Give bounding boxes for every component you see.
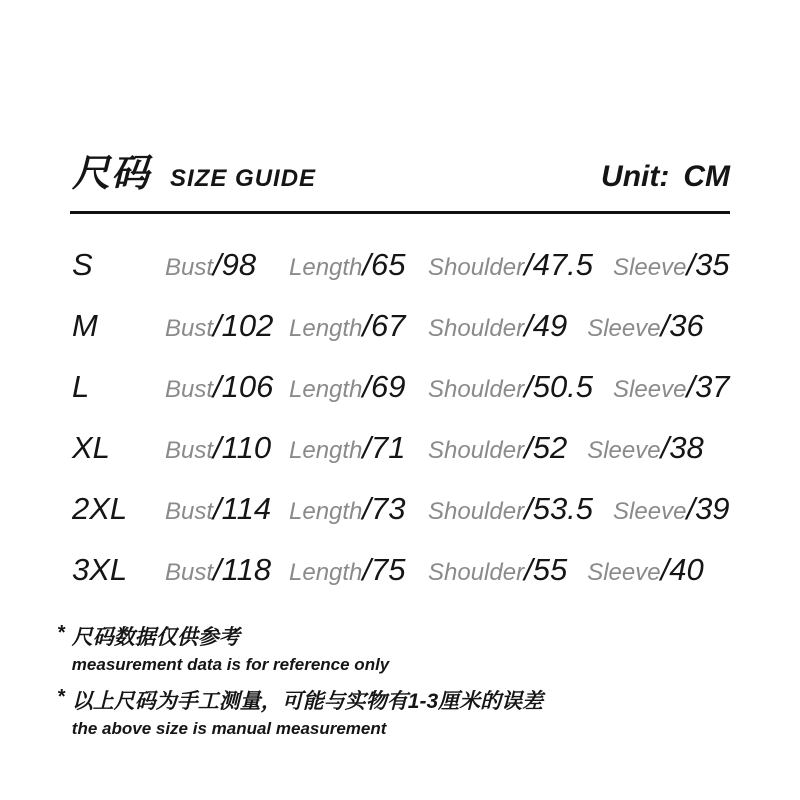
bust-cell: [165, 247, 289, 283]
sleeve-value: 38: [669, 430, 704, 465]
bust-cell: [165, 369, 289, 405]
separator: /: [524, 369, 533, 404]
bust-value: 102: [221, 308, 274, 343]
footnote-chinese: 以上尺码为手工测量，可能与实物有1-3厘米的误差: [71, 690, 544, 713]
sleeve-cell: [587, 430, 704, 466]
sleeve-value: 35: [695, 247, 730, 282]
length-column-label: Length: [289, 437, 363, 464]
table-row: [72, 369, 730, 430]
footnote-item: [57, 624, 543, 676]
bust-value: 106: [221, 369, 274, 404]
shoulder-value: 50.5: [532, 369, 594, 404]
size-label: 3XL: [72, 552, 128, 587]
table-row: [72, 308, 730, 369]
length-column-label: Length: [289, 376, 363, 403]
bust-cell: [165, 491, 289, 527]
length-cell: [289, 491, 428, 527]
separator: /: [213, 491, 222, 526]
sleeve-column-label: Sleeve: [587, 437, 661, 464]
length-column-label: Length: [289, 559, 363, 586]
asterisk-icon: *: [57, 686, 65, 708]
shoulder-column-label: Shoulder: [428, 498, 525, 525]
separator: /: [686, 491, 696, 526]
sleeve-value: 40: [669, 552, 704, 587]
sleeve-column-label: Sleeve: [613, 376, 687, 403]
shoulder-cell: [428, 247, 593, 283]
bust-column-label: Bust: [165, 254, 214, 281]
separator: /: [362, 369, 372, 404]
length-cell: [289, 552, 428, 588]
bust-column-label: Bust: [165, 315, 214, 342]
length-value: 65: [371, 247, 406, 282]
sleeve-cell: [587, 552, 704, 588]
shoulder-column-label: Shoulder: [428, 315, 525, 342]
sleeve-value: 37: [695, 369, 730, 404]
sleeve-value: 36: [669, 308, 704, 343]
footnote-english: the above size is manual measurement: [71, 719, 387, 738]
shoulder-value: 52: [532, 430, 568, 465]
table-row: [72, 552, 730, 613]
shoulder-value: 47.5: [532, 247, 594, 282]
header: [72, 142, 730, 197]
size-label: M: [72, 308, 98, 343]
sleeve-cell: [613, 369, 730, 405]
unit-label: Unit:: [601, 160, 670, 193]
size-label: L: [72, 369, 90, 404]
unit-value: CM: [683, 160, 730, 193]
separator: /: [362, 430, 372, 465]
shoulder-column-label: Shoulder: [428, 437, 525, 464]
bust-cell: [165, 552, 289, 588]
shoulder-value: 49: [532, 308, 568, 343]
shoulder-column-label: Shoulder: [428, 254, 525, 281]
separator: /: [524, 491, 533, 526]
bust-value: 118: [221, 552, 272, 587]
footnote-text: [72, 688, 543, 740]
footnote-item: [57, 688, 543, 740]
footnotes: [57, 624, 543, 752]
length-column-label: Length: [289, 254, 363, 281]
size-label: 2XL: [72, 491, 128, 526]
bust-cell: [165, 308, 289, 344]
separator: /: [686, 369, 696, 404]
separator: /: [213, 552, 222, 587]
bust-column-label: Bust: [165, 437, 214, 464]
separator: /: [362, 247, 372, 282]
shoulder-cell: [428, 430, 567, 466]
bust-value: 110: [221, 430, 272, 465]
separator: /: [213, 308, 222, 343]
shoulder-value: 55: [532, 552, 568, 587]
length-value: 71: [371, 430, 406, 465]
separator: /: [213, 430, 222, 465]
unit-indicator: [601, 160, 730, 194]
sleeve-column-label: Sleeve: [587, 315, 661, 342]
separator: /: [686, 247, 696, 282]
shoulder-cell: [428, 552, 567, 588]
sleeve-cell: [613, 491, 730, 527]
bust-cell: [165, 430, 289, 466]
footnote-english: measurement data is for reference only: [71, 655, 390, 674]
length-value: 67: [371, 308, 406, 343]
footnote-chinese: 尺码数据仅供参考: [71, 626, 240, 649]
length-column-label: Length: [289, 315, 363, 342]
length-cell: [289, 369, 428, 405]
separator: /: [660, 430, 670, 465]
shoulder-column-label: Shoulder: [428, 559, 525, 586]
separator: /: [660, 308, 670, 343]
separator: /: [362, 552, 372, 587]
header-divider: [70, 211, 730, 214]
asterisk-icon: *: [57, 622, 65, 644]
length-cell: [289, 308, 428, 344]
separator: /: [213, 369, 222, 404]
length-cell: [289, 430, 428, 466]
sleeve-cell: [613, 247, 730, 283]
shoulder-column-label: Shoulder: [428, 376, 525, 403]
size-table: [72, 247, 730, 613]
length-value: 69: [371, 369, 406, 404]
footnote-text: [72, 624, 389, 676]
separator: /: [362, 491, 372, 526]
separator: /: [524, 247, 533, 282]
size-label: XL: [72, 430, 110, 465]
sleeve-column-label: Sleeve: [587, 559, 661, 586]
length-value: 75: [371, 552, 406, 587]
length-value: 73: [371, 491, 406, 526]
bust-value: 114: [221, 491, 272, 526]
length-cell: [289, 247, 428, 283]
bust-column-label: Bust: [165, 559, 214, 586]
bust-value: 98: [221, 247, 257, 282]
shoulder-value: 53.5: [532, 491, 594, 526]
sleeve-column-label: Sleeve: [613, 254, 687, 281]
separator: /: [524, 430, 533, 465]
table-row: [72, 491, 730, 552]
table-row: [72, 247, 730, 308]
sleeve-column-label: Sleeve: [613, 498, 687, 525]
length-column-label: Length: [289, 498, 363, 525]
sleeve-value: 39: [695, 491, 730, 526]
page-title-chinese: 尺码: [72, 153, 151, 195]
separator: /: [213, 247, 222, 282]
size-label: S: [72, 247, 93, 282]
bust-column-label: Bust: [165, 376, 214, 403]
table-row: [72, 430, 730, 491]
separator: /: [524, 308, 533, 343]
page-title-english: SIZE GUIDE: [170, 165, 317, 192]
shoulder-cell: [428, 308, 567, 344]
separator: /: [362, 308, 372, 343]
separator: /: [660, 552, 670, 587]
sleeve-cell: [587, 308, 704, 344]
bust-column-label: Bust: [165, 498, 214, 525]
shoulder-cell: [428, 491, 593, 527]
separator: /: [524, 552, 533, 587]
shoulder-cell: [428, 369, 593, 405]
